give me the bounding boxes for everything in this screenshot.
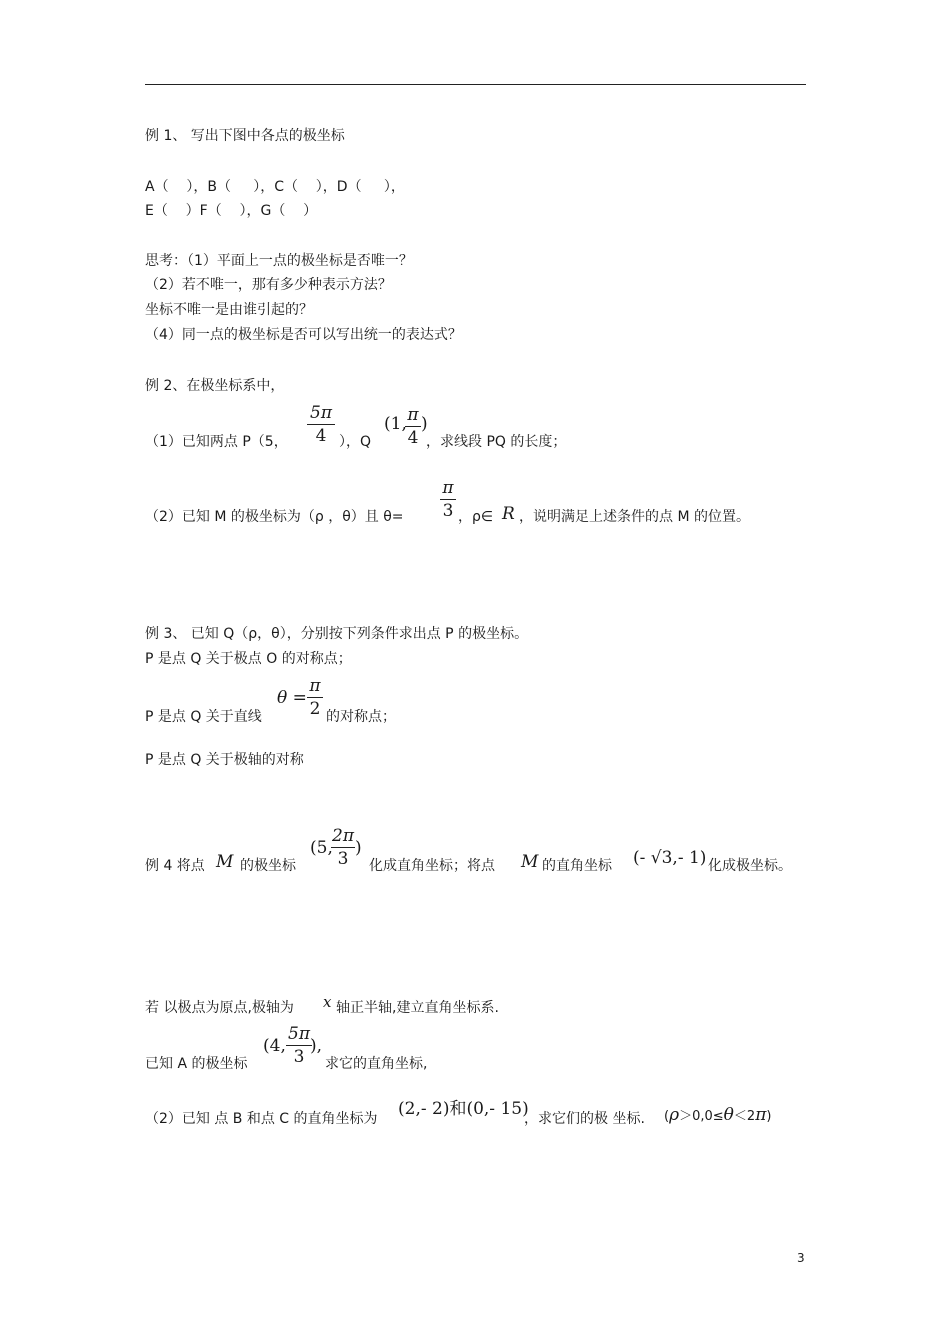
- x-axis-symbol: x: [323, 993, 332, 1011]
- frac-pi-over-2: [307, 676, 323, 719]
- frac-2pi-over-3: [331, 826, 355, 869]
- frac-pi-over-3: [440, 478, 456, 521]
- theta-equals: θ =: [277, 688, 307, 708]
- think-q3: 坐标不唯一是由谁引起的？: [145, 302, 313, 318]
- ex4-b: 的极坐标: [240, 858, 296, 874]
- frac-bar: [440, 499, 456, 500]
- q-close: ): [421, 414, 428, 434]
- ex3-case2-a: P 是点 Q 关于直线: [145, 709, 262, 725]
- ex1-title: 例 1、 写出下图中各点的极坐标: [145, 128, 345, 144]
- think-q4: （4）同一点的极坐标是否可以写出统一的表达式？: [145, 327, 462, 343]
- header-rule: [145, 84, 806, 85]
- q-open: (1,: [384, 414, 407, 434]
- ex5-e: （2）已知 点 B 和点 C 的直角坐标为: [145, 1111, 378, 1127]
- cond-mid: ＞0,0≤: [679, 1109, 724, 1124]
- rect-coords: (- √3,- 1): [633, 848, 707, 868]
- pi-symbol: π: [755, 1105, 767, 1125]
- frac-bar: [405, 426, 421, 427]
- ex5-a: 若 以极点为原点,极轴为: [145, 1000, 294, 1016]
- point-m-symbol: M: [216, 852, 234, 872]
- ex2-part1-c: ，求线段 PQ 的长度；: [426, 434, 567, 450]
- frac-bar: [286, 1045, 312, 1046]
- ex3-case2-b: 的对称点；: [326, 709, 396, 725]
- ex2-part1-a: （1）已知两点 P（5，: [145, 434, 288, 450]
- frac-denominator: 3: [293, 1047, 305, 1067]
- theta-symbol: θ: [723, 1105, 734, 1125]
- ex2-part2-c: ，说明满足上述条件的点 M 的位置。: [519, 509, 750, 525]
- ex5-c: 已知 A 的极坐标: [145, 1056, 248, 1072]
- ex4-e: 化成极坐标。: [708, 858, 792, 874]
- m-close: ): [355, 838, 362, 858]
- ex4-c: 化成直角坐标；将点: [369, 858, 495, 874]
- ex5-b: 轴正半轴,建立直角坐标系.: [336, 1000, 499, 1016]
- rho-symbol: ρ: [669, 1105, 680, 1125]
- a-close: ),: [310, 1036, 323, 1056]
- frac-denominator: 3: [442, 501, 454, 521]
- ex2-title: 例 2、在极坐标系中，: [145, 378, 285, 394]
- frac-5pi-over-3: [286, 1024, 312, 1067]
- frac-pi-over-4: [405, 405, 421, 448]
- ex3-title: 例 3、 已知 Q（ρ，θ），分别按下列条件求出点 P 的极坐标。: [145, 626, 529, 642]
- ex3-case1: P 是点 Q 关于极点 O 的对称点；: [145, 651, 352, 667]
- ex5-d: 求它的直角坐标,: [325, 1056, 428, 1072]
- ex2-part2-b: ，ρ∈: [458, 509, 494, 525]
- range-condition: [664, 1106, 771, 1126]
- frac-bar: [307, 697, 323, 698]
- m-open: (5,: [310, 838, 333, 858]
- ex2-part2-a: （2）已知 M 的极坐标为（ρ ，θ）且 θ=: [145, 509, 404, 525]
- cond-close: ): [766, 1109, 772, 1124]
- frac-numerator: 5π: [288, 1024, 310, 1044]
- frac-denominator: 2: [309, 699, 321, 719]
- think-q1: 思考：（1）平面上一点的极坐标是否唯一？: [145, 253, 413, 269]
- frac-bar: [331, 847, 355, 848]
- real-set-symbol: R: [502, 504, 515, 524]
- ex1-points-line1: A（ ），B（ ），C（ ），D（ ），: [145, 179, 405, 195]
- frac-numerator: 5π: [310, 403, 332, 423]
- ex4-d: 的直角坐标: [542, 858, 612, 874]
- page-number: 3: [797, 1251, 805, 1265]
- frac-numerator: π: [407, 405, 419, 425]
- frac-numerator: π: [309, 676, 321, 696]
- frac-numerator: 2π: [332, 826, 354, 846]
- frac-bar: [307, 424, 335, 425]
- frac-5pi-over-4: [307, 403, 335, 446]
- ex4-a: 例 4 将点: [145, 858, 205, 874]
- ex2-part1-b: ），Q: [339, 434, 372, 450]
- frac-denominator: 4: [407, 428, 419, 448]
- cond-open: (: [664, 1109, 670, 1124]
- cond-lt: ＜2: [733, 1109, 756, 1124]
- frac-denominator: 4: [315, 426, 327, 446]
- think-q2: （2）若不唯一，那有多少种表示方法？: [145, 277, 392, 293]
- ex1-points-line2: E（ ）F（ ），G（ ）: [145, 203, 318, 219]
- point-m-symbol-2: M: [521, 852, 539, 872]
- frac-numerator: π: [442, 478, 454, 498]
- bc-coords: (2,- 2)和(0,- 15): [398, 1099, 529, 1119]
- ex5-f: ，求它们的极 坐标.: [524, 1111, 645, 1127]
- a-open: (4,: [263, 1036, 286, 1056]
- frac-denominator: 3: [337, 849, 349, 869]
- ex3-case3: P 是点 Q 关于极轴的对称: [145, 752, 304, 768]
